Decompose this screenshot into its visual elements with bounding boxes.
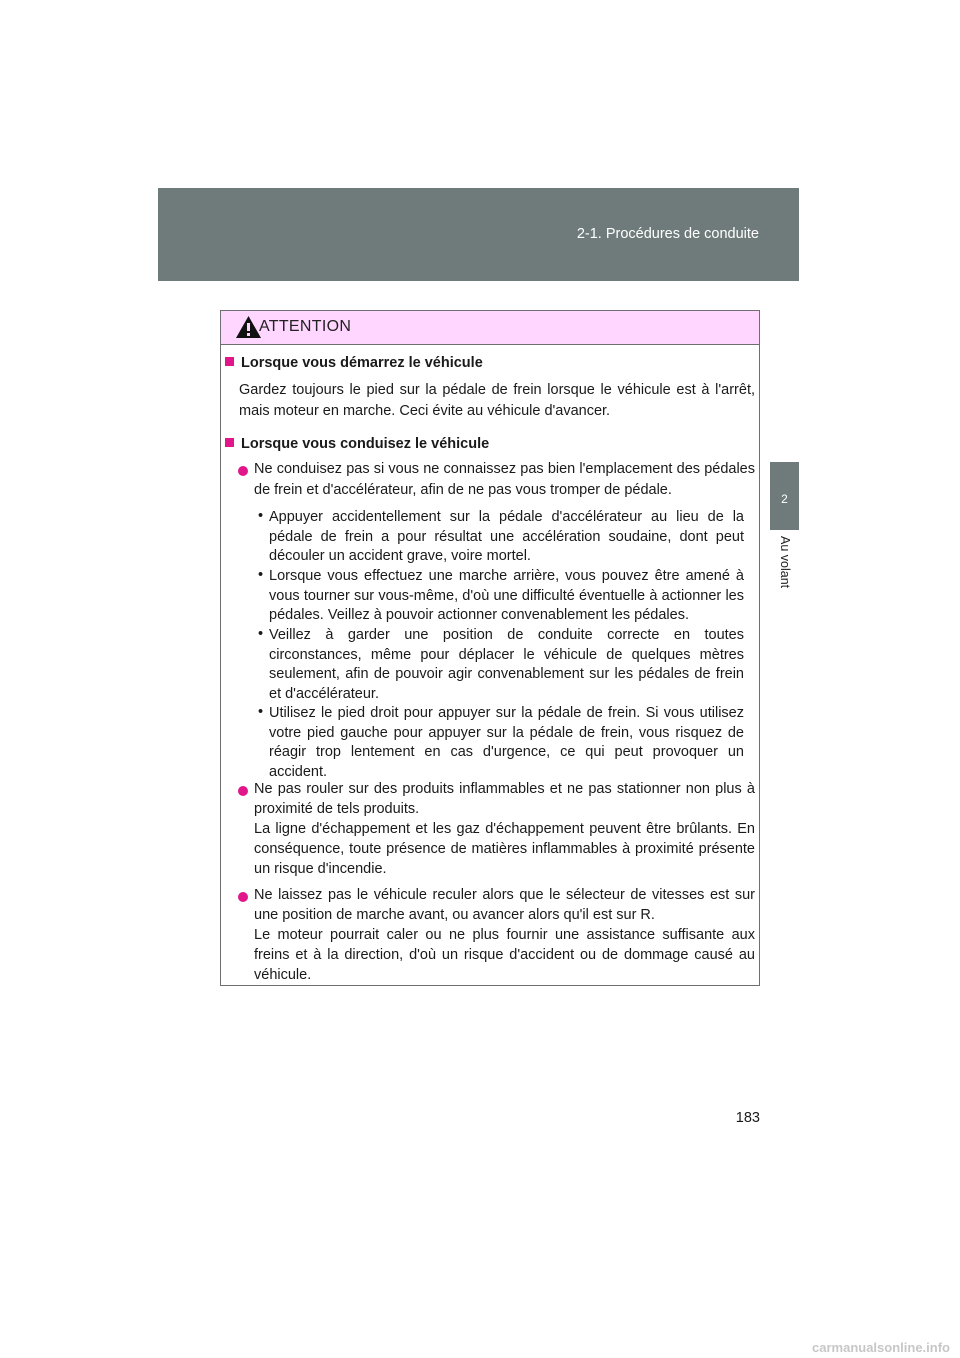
warning-box [220,310,760,986]
bullet-text: Ne pas rouler sur des produits inflammables et ne pas stationner non plus à proximité de tels produits. [254,781,755,817]
bullet-text: Ne conduisez pas si vous ne connaissez pas bien l'emplacement des pédales de frein et d'accélérateur, afin de ne pas vous tromper de pédale. [254,461,755,498]
circle-bullet-icon [238,786,248,796]
warning-triangle-icon [235,315,262,339]
bullet-text: Le moteur pourrait caler ou ne plus fournir une assistance suffisante aux freins et à la direction, d'où un risque d'accident ou de dommage causé au véhicule. [254,927,755,983]
chapter-number: 2 [781,492,788,506]
section-title: 2-1. Procédures de conduite [576,226,759,242]
circle-bullet-icon [238,466,248,476]
sub-item: Utilisez le pied droit pour appuyer sur la pédale de frein. Si vous utilisez votre pied gauche pour appuyer sur la pédale de frein, vous risquez de réagir trop lentement en cas d'urgence, ce qui peut provoquer un accident. [269,705,744,780]
sub-bullet-icon: • [258,626,264,642]
chapter-tab [770,462,799,530]
circle-bullet-icon [238,892,248,902]
sub-bullet-icon: • [258,567,264,583]
watermark: carmanualsonline.info [812,1340,950,1355]
sub-bullet-icon: • [258,508,264,524]
sub-item: Veillez à garder une position de conduite correcte en toutes circonstances, même pour déplacer le véhicule de quelques mètres seulement, afin de pouvoir agir convenablement sur les pédales de frein et d'accélérateur. [269,627,744,702]
square-bullet-icon [225,438,234,447]
paragraph: Gardez toujours le pied sur la pédale de frein lorsque le véhicule est à l'arrêt, mais moteur en marche. Ceci évite au véhicule d'avancer. [239,382,755,419]
page-number: 183 [735,1110,760,1126]
bullet-text: La ligne d'échappement et les gaz d'échappement peuvent être brûlants. En conséquence, toute présence de matières inflammables à proximité présente un risque d'incendie. [254,821,755,877]
sub-item: Lorsque vous effectuez une marche arrière, vous pouvez être amené à vous tourner sur vous-même, d'où une difficulté éventuelle à actionner les pédales. Veillez à pouvoir actionner convenablement les pédales. [269,568,744,623]
warning-title: ATTENTION [259,318,352,335]
sub-item: Appuyer accidentellement sur la pédale d'accélérateur au lieu de la pédale de frein a pour résultat une accélération soudaine, dont peut découler un accident grave, voire mortel. [269,509,744,564]
square-bullet-icon [225,357,234,366]
header-band [158,188,799,281]
sub-bullet-icon: • [258,704,264,720]
section-heading: Lorsque vous démarrez le véhicule [225,355,483,371]
warning-header [221,311,759,345]
bullet-text: Ne laissez pas le véhicule reculer alors que le sélecteur de vitesses est sur une position de marche avant, ou avancer alors qu'il est sur R. [254,887,755,923]
section-heading: Lorsque vous conduisez le véhicule [225,436,489,452]
chapter-label: Au volant [778,536,792,589]
